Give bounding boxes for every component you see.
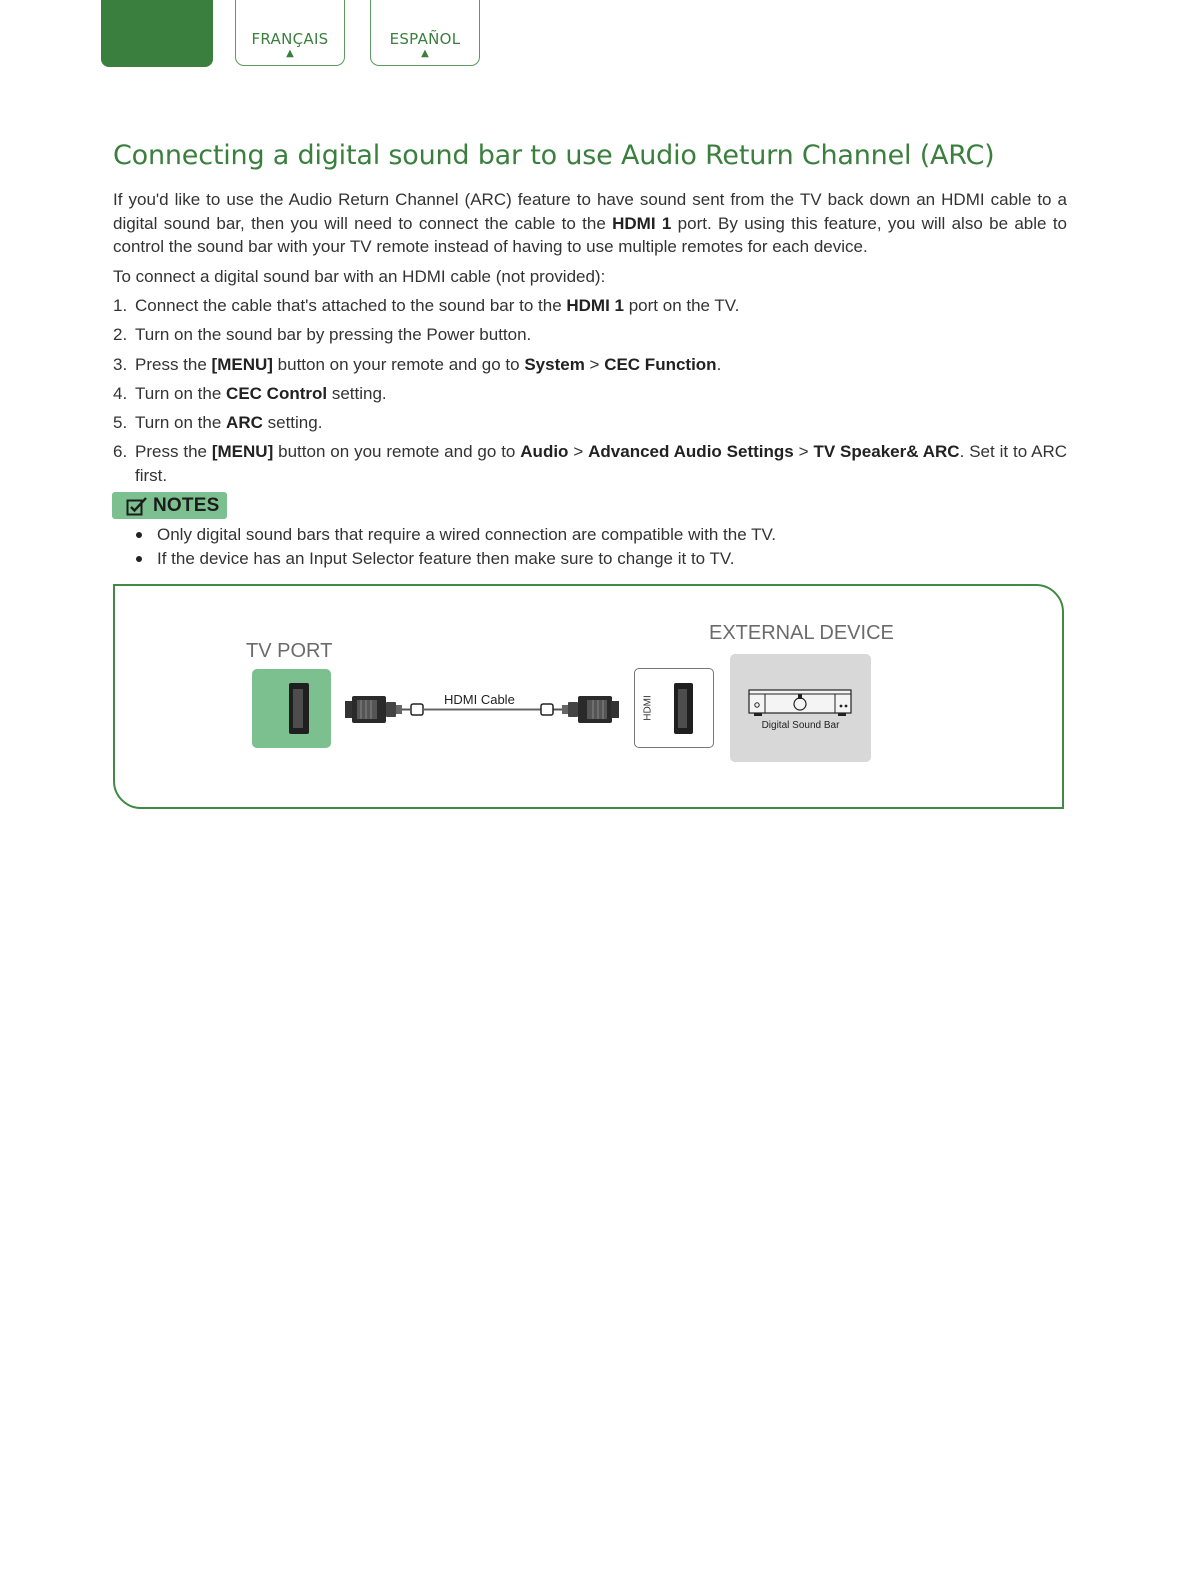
list-item: Only digital sound bars that require a wired connection are compatible with the TV.	[135, 523, 776, 547]
tab-francais[interactable]	[235, 0, 345, 66]
list-item: 4. Turn on the CEC Control setting.	[113, 383, 387, 403]
notes-label: NOTES	[153, 495, 220, 516]
hdmi-cable-label: HDMI Cable	[444, 692, 515, 707]
checkbox-edit-icon	[126, 496, 148, 516]
tv-port-label: TV PORT	[246, 640, 333, 662]
list-item: 3. Press the [MENU] button on your remote and go to System > CEC Function.	[113, 354, 722, 374]
intro-paragraph: If you'd like to use the Audio Return Channel (ARC) feature to have sound sent from the TV back down an HDMI cable to a digital sound bar, then you will need to connect the cable to the HDMI 1 port. By using this feature, you will also be able to control the sound bar with your TV remote instead of having to use multiple remotes for each device.	[113, 190, 1068, 256]
tab-espanol-label: ESPAÑOL	[389, 30, 461, 48]
notes-badge	[112, 492, 227, 519]
list-item: 6. Press the [MENU] button on you remote and go to Audio > Advanced Audio Settings > TV Speaker& ARC. Set it to ARC first.	[113, 442, 1068, 485]
tab-francais-label: FRANÇAIS	[251, 30, 329, 48]
triangle-up-icon: ▲	[286, 48, 294, 59]
external-device-label: EXTERNAL DEVICE	[709, 622, 894, 644]
list-item: 5. Turn on the ARC setting.	[113, 413, 323, 433]
list-item: If the device has an Input Selector feature then make sure to change it to TV.	[135, 547, 776, 571]
tab-english[interactable]	[101, 0, 213, 67]
notes-list	[135, 523, 776, 570]
hdmi-port-label: HDMI	[642, 695, 654, 721]
tab-espanol[interactable]	[370, 0, 480, 66]
list-item: 1. Connect the cable that's attached to the sound bar to the HDMI 1 port on the TV.	[113, 296, 740, 315]
triangle-up-icon: ▲	[421, 48, 429, 59]
sound-bar-device	[730, 654, 871, 762]
section-title: Connecting a digital sound bar to use Audio Return Channel (ARC)	[113, 140, 995, 171]
sound-bar-icon	[730, 654, 871, 724]
list-item: 2. Turn on the sound bar by pressing the Power button.	[113, 325, 532, 345]
tv-hdmi-port-icon	[252, 669, 331, 748]
steps-list	[113, 294, 1067, 493]
lead-paragraph: To connect a digital sound bar with an HDMI cable (not provided):	[113, 267, 606, 286]
sound-bar-label: Digital Sound Bar	[761, 720, 840, 731]
